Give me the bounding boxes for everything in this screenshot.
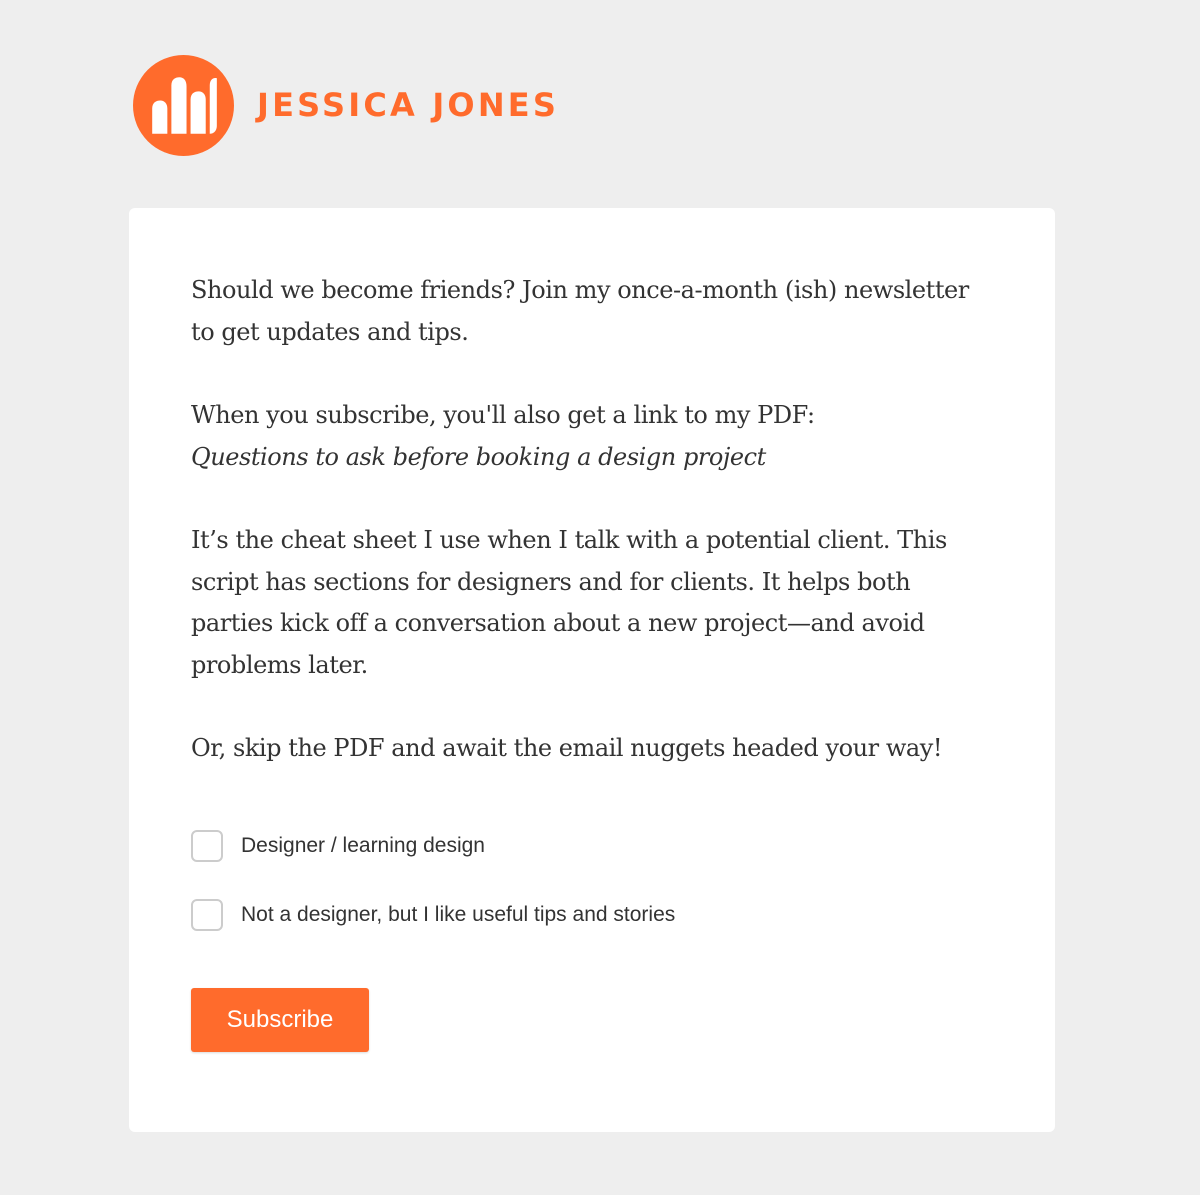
- cheat-sheet-paragraph: It’s the cheat sheet I use when I talk with a potential client. This script has sections for designers and for clients. It helps both parties kick off a conversation about a new project—and avoid problems later.: [191, 526, 947, 679]
- pdf-paragraph: [191, 395, 993, 478]
- subscribe-button[interactable]: Subscribe: [191, 988, 369, 1052]
- option-label: Designer / learning design: [241, 833, 485, 857]
- pdf-intro-text: When you subscribe, you'll also get a link to my PDF:: [191, 401, 815, 429]
- designer-checkbox[interactable]: [191, 830, 223, 862]
- option-label: Not a designer, but I like useful tips and stories: [241, 902, 676, 926]
- intro-paragraph: Should we become friends? Join my once-a-month (ish) newsletter to get updates and tips.: [191, 276, 969, 346]
- brand-name: JESSICA JONES: [257, 86, 560, 124]
- skip-pdf-paragraph: Or, skip the PDF and await the email nuggets headed your way!: [191, 734, 943, 762]
- intro-copy: [191, 270, 993, 770]
- signup-card: [129, 208, 1055, 1132]
- logo-icon: [133, 55, 234, 156]
- pdf-title: Questions to ask before booking a design project: [191, 442, 766, 471]
- site-header: [133, 54, 559, 156]
- option-not-designer[interactable]: [191, 897, 993, 933]
- audience-options: [191, 828, 993, 933]
- not-designer-checkbox[interactable]: [191, 899, 223, 931]
- option-designer[interactable]: [191, 828, 993, 864]
